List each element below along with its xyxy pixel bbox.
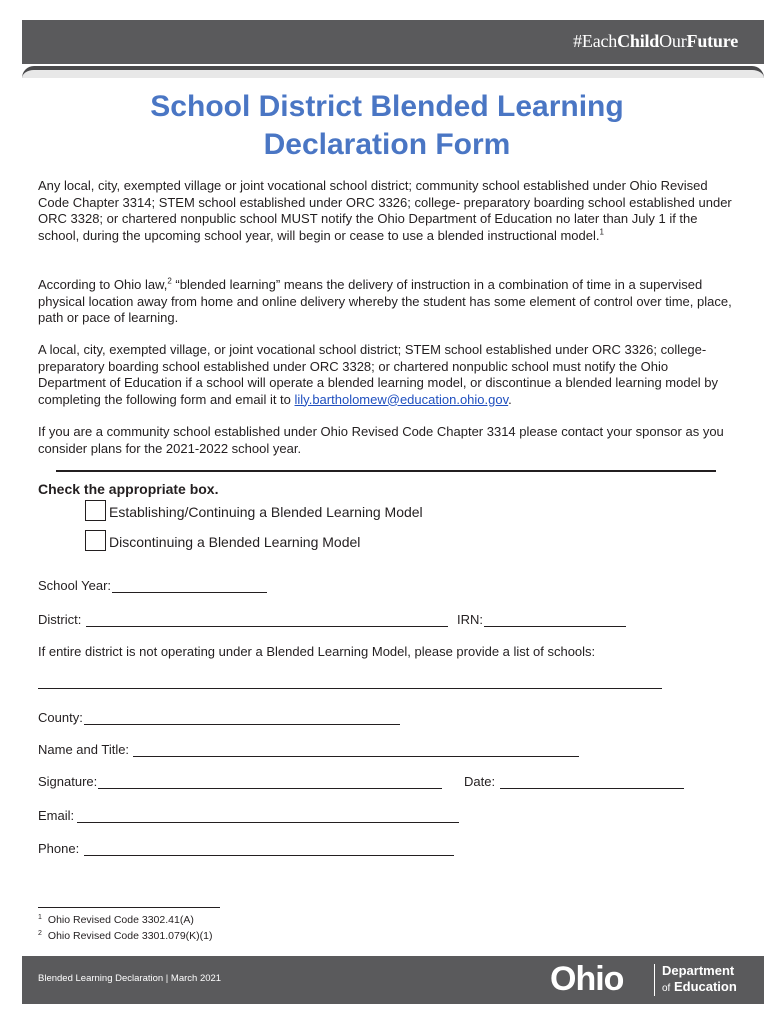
establishing-checkbox[interactable]	[85, 500, 106, 521]
field-label: IRN:	[457, 612, 483, 627]
county-input[interactable]	[84, 711, 400, 725]
field-label: Name and Title:	[38, 742, 130, 757]
option-label: Discontinuing a Blended Learning Model	[109, 534, 361, 550]
signature-field	[38, 774, 442, 789]
field-label: Date:	[464, 774, 496, 789]
field-label: School Year:	[38, 578, 112, 593]
schools-list-prompt: If entire district is not operating under a Blended Learning Model, please provide a list of schools:	[38, 644, 596, 659]
footnote-2: $^2$ Ohio Revised Code 3301.079(K)(1)	[38, 929, 213, 942]
section-divider	[56, 470, 716, 472]
header-bar	[22, 20, 764, 64]
department-of-education-logo: Department of Education	[662, 963, 737, 994]
name-title-input[interactable]	[133, 743, 579, 757]
field-label: Phone:	[38, 841, 80, 856]
phone-input[interactable]	[84, 842, 454, 856]
ohio-logo: Ohio	[550, 960, 624, 998]
school-year-input[interactable]	[112, 579, 267, 593]
page-title: School District Blended Learning Declaration Form	[150, 90, 624, 161]
hashtag-tagline: #EachChildOurFuture	[573, 31, 738, 51]
date-field	[464, 774, 684, 789]
field-label: District:	[38, 612, 82, 627]
name-title-field	[38, 742, 579, 757]
email-field	[38, 808, 459, 823]
district-field	[38, 612, 448, 627]
district-input[interactable]	[86, 613, 448, 627]
logo-separator	[654, 964, 655, 996]
footer-bar	[22, 956, 764, 1004]
schools-list-input[interactable]	[38, 688, 662, 689]
footer-text: Blended Learning Declaration | March 2021	[38, 973, 222, 984]
field-label: County:	[38, 710, 83, 725]
option-establishing	[85, 500, 423, 521]
community-school-paragraph: If you are a community school established under Ohio Revised Code Chapter 3314 please contact your sponsor as you consider plans for the 2021-2022 school year.	[38, 424, 724, 456]
instructions-paragraph: A local, city, exempted village, or joint vocational school district; STEM school established under ORC 3326; college-preparatory boarding school established under ORC 3328; or chartered nonpublic school must notify the Ohio Department of Education if a school will operate a blended learning model, or discontinue a blended learning model by completing the following form and email it to lily.bartholomew@education.ohio.gov.	[38, 342, 719, 407]
irn-field	[457, 612, 626, 627]
field-label: Signature:	[38, 774, 98, 789]
email-input[interactable]	[77, 809, 459, 823]
contact-email-link[interactable]: lily.bartholomew@education.ohio.gov	[294, 391, 509, 407]
field-label: Email:	[38, 808, 75, 823]
date-input[interactable]	[500, 775, 684, 789]
footnote-1: $^1$ Ohio Revised Code 3302.41(A)	[38, 913, 194, 926]
school-year-field	[38, 578, 267, 593]
definition-paragraph: According to Ohio law,$^2$ “blended learning” means the delivery of instruction in a combination of time in a supervised physical location away from home and online delivery whereby the student has some element of control over time, place, path or pace of learning.	[38, 276, 732, 325]
checklist-heading: Check the appropriate box.	[38, 481, 219, 497]
phone-field	[38, 841, 454, 856]
county-field	[38, 710, 400, 725]
option-discontinuing	[85, 530, 360, 551]
signature-input[interactable]	[98, 775, 442, 789]
footnote-rule	[38, 907, 220, 908]
discontinuing-checkbox[interactable]	[85, 530, 106, 551]
option-label: Establishing/Continuing a Blended Learning Model	[109, 504, 423, 520]
irn-input[interactable]	[484, 613, 626, 627]
intro-paragraph: Any local, city, exempted village or joint vocational school district; community school established under Ohio Revised Code Chapter 3314; STEM school established under ORC 3326; college- preparatory boarding school established under ORC 3328; or chartered nonpublic school MUST notify the Ohio Department of Education no later than July 1 if the school, during the upcoming school year, will begin or cease to use a blended instructional model.$^1$	[38, 178, 732, 243]
page-tab-decoration	[22, 66, 764, 78]
